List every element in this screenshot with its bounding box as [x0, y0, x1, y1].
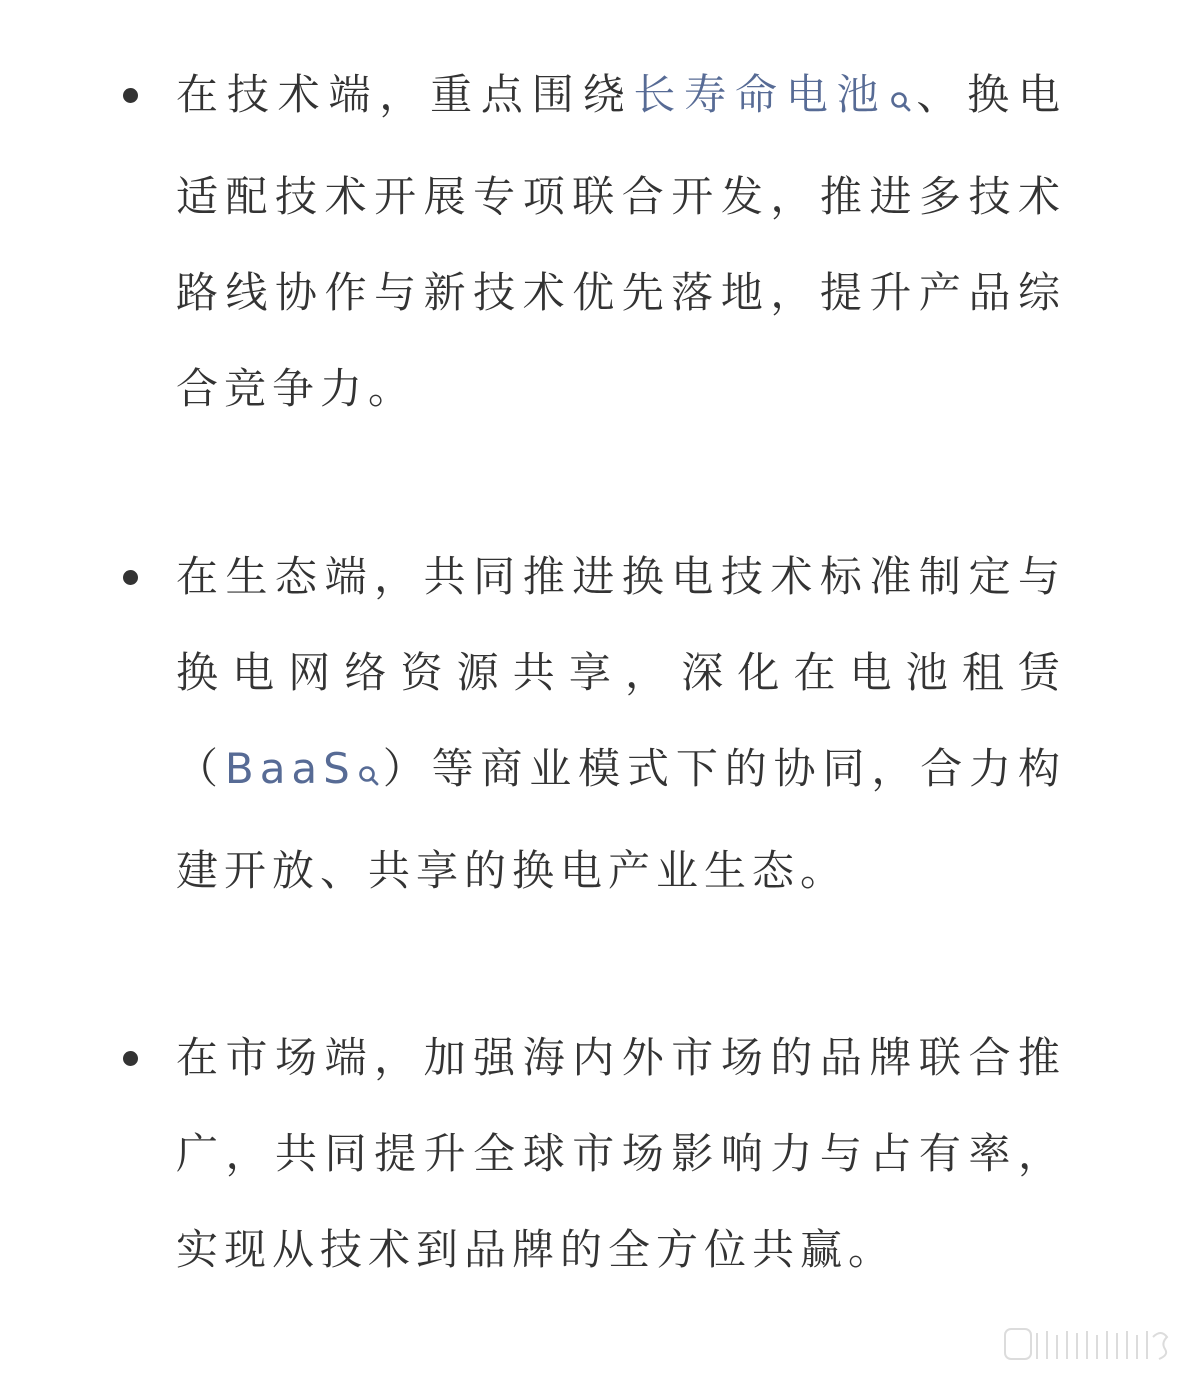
keyword-link-label: 长寿命电池 — [633, 70, 888, 119]
bullet-text — [176, 47, 1066, 437]
keyword-link-baas[interactable] — [225, 744, 382, 793]
weibo-watermark-icon — [1003, 1325, 1171, 1363]
bullet-text-post: ）等商业模式下的协同，合力构建开放、共享的换电产业生态。 — [176, 744, 1066, 895]
bullet-dot — [123, 88, 138, 103]
keyword-link-long-life-battery[interactable] — [633, 70, 913, 119]
bullet-dot — [123, 1051, 138, 1066]
bullet-text — [176, 529, 1066, 919]
bullet-dot — [123, 570, 138, 585]
bullet-text-pre: 在生态端，共同推进换电技术标准制定与换电网络资源共享，深化在电池租赁（ — [176, 552, 1066, 793]
bullet-text-post: 、换电适配技术开展专项联合开发，推进多技术路线协作与新技术优先落地，提升产品综合竞争力。 — [176, 70, 1066, 413]
bullet-text-pre: 在技术端，重点围绕 — [176, 70, 634, 119]
bullet-text: 在市场端，加强海内外市场的品牌联合推广，共同提升全球市场影响力与占有率，实现从技术到品牌的全方位共赢。 — [176, 1033, 1066, 1274]
search-icon[interactable] — [890, 53, 912, 149]
search-icon[interactable] — [358, 727, 380, 823]
keyword-link-label: BaaS — [224, 744, 356, 793]
